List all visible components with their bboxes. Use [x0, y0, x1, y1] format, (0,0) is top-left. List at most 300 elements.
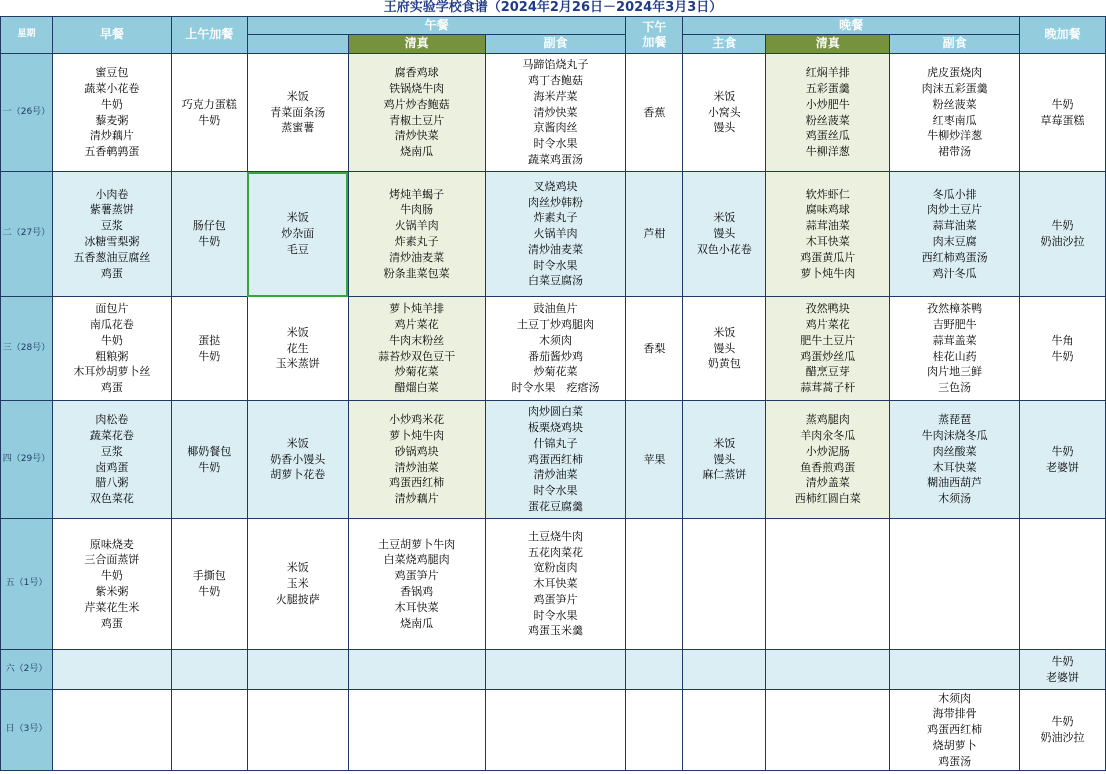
- menu-item: 鸡汁冬瓜: [932, 266, 977, 280]
- menu-item: 蒸琵琶: [938, 413, 972, 427]
- menu-item: 肉沫五彩蛋羹: [921, 81, 988, 95]
- menu-item: 木耳快菜: [394, 600, 439, 614]
- menu-item: 肉松卷: [95, 413, 129, 427]
- morning-snack-cell: [171, 690, 247, 771]
- breakfast-cell: [52, 690, 171, 771]
- day-cell: 二（27号）: [1, 172, 53, 297]
- menu-item: 牛奶: [198, 349, 221, 363]
- menu-item: 米饭: [286, 211, 309, 225]
- menu-item: 蒸鸡腿肉: [805, 413, 850, 427]
- menu-item: 玉米蒸饼: [275, 357, 320, 371]
- menu-item: 苹果: [643, 452, 666, 466]
- menu-item: 清炒油菜: [394, 460, 439, 474]
- afternoon-snack-cell: [626, 401, 683, 519]
- menu-item: 软炸虾仁: [805, 187, 850, 201]
- menu-item: 萝卜炖牛肉: [800, 266, 856, 280]
- menu-item: 肉丝酸菜: [932, 444, 977, 458]
- menu-item: 蒜茸盖菜: [932, 333, 977, 347]
- menu-item: 羊肉氽冬瓜: [800, 428, 856, 442]
- menu-item: 双色菜花: [89, 492, 134, 506]
- menu-item: 鸡蛋汤: [938, 754, 972, 768]
- menu-item: 什锦丸子: [533, 436, 578, 450]
- menu-item: 粉条韭菜包菜: [383, 266, 450, 280]
- breakfast-cell: [52, 54, 171, 172]
- menu-item: 鸡蛋黄瓜片: [800, 250, 856, 264]
- menu-item: 萝卜炖羊排: [389, 302, 445, 316]
- menu-item: 芦柑: [643, 227, 666, 241]
- menu-item: 土豆烧牛肉: [527, 529, 583, 543]
- menu-item: 火锅羊肉: [533, 227, 578, 241]
- menu-item: 牛奶: [1051, 715, 1074, 729]
- menu-item: 火腿披萨: [275, 592, 320, 606]
- menu-row: [1, 650, 1106, 690]
- menu-item: 三色汤: [938, 381, 972, 395]
- menu-item: 老婆饼: [1046, 670, 1079, 684]
- menu-item: 香蕉: [643, 105, 666, 119]
- menu-item: 紫薯蒸饼: [89, 203, 134, 217]
- menu-item: 鱼香煎鸡蛋: [800, 460, 856, 474]
- menu-item: 肉片地三鲜: [927, 365, 983, 379]
- lunch-side-cell: [485, 690, 626, 771]
- menu-item: 清炒藕片: [89, 129, 134, 143]
- dinner-halal-cell: [766, 297, 890, 401]
- menu-item: 鸡蛋西红柿: [389, 476, 445, 490]
- dinner-staple-cell: [683, 54, 766, 172]
- menu-item: 米饭: [286, 325, 309, 339]
- menu-item: 西柿红圆白菜: [794, 492, 861, 506]
- menu-item: 蜜豆包: [95, 66, 129, 80]
- menu-item: 时令水果: [533, 258, 578, 272]
- menu-item: 虎皮蛋烧肉: [927, 66, 983, 80]
- menu-item: 蛋花豆腐羹: [527, 499, 583, 513]
- menu-item: 豆浆: [100, 219, 123, 233]
- afternoon-snack-cell: [626, 297, 683, 401]
- header-lunch-halal: 清真: [348, 35, 485, 54]
- menu-item: 蔬菜花卷: [89, 428, 134, 442]
- menu-item: 米饭: [713, 436, 736, 450]
- menu-item: 馒头: [713, 452, 736, 466]
- afternoon-snack-cell: [626, 54, 683, 172]
- dinner-staple-cell: [683, 650, 766, 690]
- menu-item: 鸡片菜花: [394, 317, 439, 331]
- menu-item: 吉野肥牛: [932, 317, 977, 331]
- dinner-halal-cell: [766, 401, 890, 519]
- header-afternoon-snack: [626, 17, 683, 54]
- menu-item: 牛奶: [1051, 219, 1074, 233]
- menu-item: 烤炖羊蝎子: [389, 187, 445, 201]
- day-cell: 日（3号）: [1, 690, 53, 771]
- menu-item: 木耳快菜: [932, 460, 977, 474]
- breakfast-cell: [52, 401, 171, 519]
- menu-item: 木须汤: [938, 492, 972, 506]
- menu-item: 南瓜花卷: [89, 317, 134, 331]
- menu-item: 时令水果: [533, 137, 578, 151]
- breakfast-cell: [52, 297, 171, 401]
- menu-item: 草莓蛋糕: [1040, 113, 1085, 127]
- menu-item: 米饭: [286, 561, 309, 575]
- menu-item: 时令水果: [533, 608, 578, 622]
- menu-item: 肉丝炒韩粉: [527, 195, 583, 209]
- menu-item: 京酱肉丝: [533, 121, 578, 135]
- menu-item: 宽粉卤肉: [533, 561, 578, 575]
- menu-item: 巧克力蛋糕: [181, 97, 237, 111]
- menu-item: 火锅羊肉: [394, 219, 439, 233]
- afternoon-snack-cell: [626, 519, 683, 650]
- morning-snack-cell: [171, 519, 247, 650]
- menu-item: 牛奶: [198, 113, 221, 127]
- lunch-halal-cell: [348, 690, 485, 771]
- menu-item: 清炒快菜: [394, 129, 439, 143]
- menu-item: 紫米粥: [95, 585, 129, 598]
- menu-item: 粉丝菠菜: [805, 113, 850, 127]
- menu-item: 炸素丸子: [394, 235, 439, 248]
- header-dinner-halal: 清真: [766, 35, 890, 54]
- menu-item: 鸡蛋炒丝瓜: [800, 349, 856, 363]
- dinner-halal-cell: [766, 690, 890, 771]
- menu-item: 桂花山药: [932, 349, 977, 363]
- night-snack-cell: [1020, 690, 1106, 771]
- menu-item: 鸡蛋西红柿: [527, 452, 583, 466]
- menu-item: 腊八粥: [95, 476, 129, 490]
- menu-item: 卤鸡蛋: [95, 460, 129, 474]
- menu-item: 米饭: [286, 89, 309, 103]
- menu-item: 腐香鸡球: [394, 66, 439, 80]
- menu-item: 原味烧麦: [89, 537, 134, 551]
- menu-item: 双色小花卷: [696, 242, 752, 256]
- dinner-side-cell: [890, 297, 1020, 401]
- menu-item: 麻仁蒸饼: [702, 468, 747, 482]
- morning-snack-cell: [171, 54, 247, 172]
- menu-item: 烧南瓜: [400, 616, 434, 630]
- dinner-staple-cell: [683, 401, 766, 519]
- menu-item: 五香鹌鹑蛋: [84, 145, 140, 159]
- header-lunch: 午餐: [247, 17, 626, 35]
- menu-item: 粉丝菠菜: [932, 97, 977, 111]
- afternoon-snack-cell: [626, 690, 683, 771]
- menu-item: 豉油鱼片: [533, 302, 578, 316]
- dinner-side-cell: [890, 54, 1020, 172]
- lunch-side-cell: [485, 519, 626, 650]
- menu-item: 五彩蛋羹: [805, 81, 850, 95]
- menu-item: 小窝头: [707, 105, 741, 119]
- dinner-staple-cell: [683, 519, 766, 650]
- menu-item: 小肉卷: [95, 187, 129, 201]
- menu-item: 奶油沙拉: [1040, 235, 1085, 248]
- menu-item: 裙带汤: [938, 145, 972, 159]
- morning-snack-cell: [171, 172, 247, 297]
- dinner-halal-cell: [766, 519, 890, 650]
- lunch-halal-cell: [348, 401, 485, 519]
- header-dinner-side: 副食: [890, 35, 1020, 54]
- menu-item: 牛奶: [1051, 654, 1074, 668]
- menu-item: 炒菊花菜: [533, 365, 578, 379]
- menu-item: 土豆丁炒鸡腿肉: [516, 317, 594, 331]
- menu-item: 牛柳炒洋葱: [927, 129, 983, 143]
- lunch-halal-cell: [348, 519, 485, 650]
- lunch-side-cell: [485, 401, 626, 519]
- menu-item: 土豆胡萝卜牛肉: [378, 537, 456, 551]
- menu-item: 冬瓜小排: [932, 187, 977, 201]
- menu-item: 牛肉末粉丝: [389, 333, 445, 347]
- menu-item: 青椒土豆片: [389, 113, 445, 127]
- menu-item: 萝卜炖牛肉: [389, 428, 445, 442]
- menu-item: 豆浆: [100, 444, 123, 458]
- day-cell: 六（2号）: [1, 650, 53, 690]
- menu-item: 藜麦粥: [95, 113, 129, 127]
- menu-item: 小炒泥肠: [805, 444, 850, 458]
- lunch-side-cell: [485, 172, 626, 297]
- menu-item: 木耳炒胡萝卜丝: [73, 365, 151, 379]
- menu-item: 鸡蛋笋片: [394, 569, 439, 583]
- menu-row: [1, 297, 1106, 401]
- menu-item: 木耳快菜: [533, 577, 578, 591]
- menu-item: 炸素丸子: [533, 211, 578, 225]
- menu-item: 蒜苔炒双色豆干: [378, 349, 456, 363]
- menu-item: 手撕包: [192, 569, 226, 583]
- dinner-side-cell: [890, 172, 1020, 297]
- menu-item: 粗粮粥: [95, 349, 129, 363]
- menu-item: 海带排骨: [932, 707, 977, 721]
- menu-item: 蒸蜜薯: [281, 121, 315, 135]
- menu-row: [1, 690, 1106, 771]
- dinner-halal-cell: [766, 54, 890, 172]
- lunch-side-cell: [485, 297, 626, 401]
- menu-item: 牛肉沫烧冬瓜: [921, 428, 988, 442]
- morning-snack-cell: [171, 401, 247, 519]
- lunch-halal-cell: [348, 650, 485, 690]
- header-lunch-side: 副食: [485, 35, 626, 54]
- lunch-staple-cell: [247, 650, 348, 690]
- menu-item: 炒菊花菜: [394, 365, 439, 379]
- menu-item: 鸡蛋: [100, 381, 123, 395]
- menu-item: 奶香小馒头: [270, 452, 326, 466]
- menu-item: 白菜豆腐汤: [527, 274, 583, 288]
- menu-item: 清炒油麦菜: [527, 242, 583, 256]
- lunch-halal-cell: [348, 297, 485, 401]
- menu-item: 馒头: [713, 227, 736, 241]
- menu-item: 海米芹菜: [533, 89, 578, 103]
- menu-item: 奶黄包: [707, 357, 741, 371]
- menu-item: 肉炒土豆片: [927, 203, 983, 217]
- menu-item: 马蹄馅烧丸子: [522, 58, 589, 72]
- menu-item: 板栗烧鸡块: [527, 421, 583, 434]
- menu-item: 老婆饼: [1046, 460, 1079, 474]
- menu-item: 肠仔包: [192, 219, 226, 233]
- lunch-staple-cell: [247, 54, 348, 172]
- menu-item: 小炒肥牛: [805, 97, 850, 111]
- menu-item: 牛肉肠: [400, 203, 434, 217]
- menu-item: 鸡蛋: [100, 616, 123, 630]
- menu-item: 清炒油菜: [533, 468, 578, 482]
- menu-item: 香梨: [643, 341, 666, 355]
- menu-item: 蒜茸油菜: [805, 219, 850, 233]
- lunch-staple-cell: [247, 690, 348, 771]
- menu-item: 鸡蛋西红柿: [927, 723, 983, 737]
- menu-row: [1, 172, 1106, 297]
- dinner-side-cell: [890, 519, 1020, 650]
- menu-item: 番茄酱炒鸡: [527, 349, 583, 363]
- menu-item: 牛角: [1051, 333, 1074, 347]
- menu-item: 蛋挞: [198, 333, 221, 347]
- menu-item: 米饭: [713, 325, 736, 339]
- menu-row: [1, 401, 1106, 519]
- menu-item: 牛柳洋葱: [805, 145, 850, 159]
- menu-item: 红焖羊排: [805, 66, 850, 80]
- menu-item: 醋烹豆芽: [805, 365, 850, 379]
- menu-item: 烧胡萝卜: [932, 738, 977, 752]
- menu-item: 时令水果 疙瘩汤: [511, 381, 600, 395]
- breakfast-cell: [52, 650, 171, 690]
- lunch-staple-cell: [247, 297, 348, 401]
- menu-item: 砂锅鸡块: [394, 444, 439, 458]
- header-breakfast: 早餐: [52, 17, 171, 54]
- lunch-halal-cell: [348, 54, 485, 172]
- night-snack-cell: [1020, 297, 1106, 401]
- night-snack-cell: [1020, 650, 1106, 690]
- menu-item: 鸡片炒杏鲍菇: [383, 97, 450, 111]
- menu-item: 牛奶: [100, 97, 123, 111]
- menu-item: 牛奶: [100, 569, 123, 583]
- menu-item: 鸡蛋: [100, 266, 123, 280]
- afternoon-snack-cell: [626, 172, 683, 297]
- menu-item: 花生: [286, 341, 309, 355]
- night-snack-cell: [1020, 54, 1106, 172]
- night-snack-cell: [1020, 401, 1106, 519]
- menu-item: 牛奶: [1051, 444, 1074, 458]
- breakfast-cell: [52, 172, 171, 297]
- breakfast-cell: [52, 519, 171, 650]
- menu-item: 牛奶: [1051, 349, 1074, 363]
- menu-item: 芹菜花生米: [84, 600, 140, 614]
- menu-item: 胡萝卜花卷: [270, 468, 326, 482]
- menu-item: 蔬菜鸡蛋汤: [527, 152, 583, 166]
- menu-item: 小炒鸡米花: [389, 413, 445, 427]
- morning-snack-cell: [171, 297, 247, 401]
- menu-item: 奶油沙拉: [1040, 731, 1085, 744]
- menu-item: 炒杂面: [281, 227, 315, 241]
- dinner-side-cell: [890, 650, 1020, 690]
- menu-item: 玉米: [286, 577, 309, 591]
- dinner-side-cell: [890, 690, 1020, 771]
- dinner-halal-cell: [766, 650, 890, 690]
- menu-item: 叉烧鸡块: [533, 179, 578, 193]
- menu-item: 糊油西葫芦: [927, 476, 983, 490]
- menu-item: 醋熘白菜: [394, 381, 439, 395]
- morning-snack-cell: [171, 650, 247, 690]
- menu-item: 鸡丁杏鲍菇: [527, 74, 583, 87]
- afternoon-snack-cell: [626, 650, 683, 690]
- menu-item: 牛奶: [1051, 97, 1074, 111]
- menu-item: 三合面蒸饼: [84, 553, 140, 567]
- menu-item: 五香葱油豆腐丝: [73, 250, 151, 264]
- menu-item: 木耳快菜: [805, 235, 850, 248]
- menu-row: [1, 54, 1106, 172]
- menu-table: [0, 16, 1106, 771]
- menu-item: 馒头: [713, 121, 736, 135]
- menu-item: 清炒快菜: [533, 105, 578, 119]
- menu-item: 鸡蛋玉米羹: [527, 624, 583, 638]
- menu-item: 牛奶: [198, 235, 221, 248]
- menu-item: 米饭: [713, 211, 736, 225]
- menu-body: [1, 54, 1106, 771]
- menu-item: 牛奶: [198, 460, 221, 474]
- menu-item: 米饭: [286, 436, 309, 450]
- dinner-staple-cell: [683, 172, 766, 297]
- menu-item: 蔬菜小花卷: [84, 81, 140, 95]
- menu-item: 蒜茸油菜: [932, 219, 977, 233]
- night-snack-cell: [1020, 519, 1106, 650]
- lunch-side-cell: [485, 650, 626, 690]
- menu-item: 米饭: [713, 89, 736, 103]
- menu-item: 腐味鸡球: [805, 203, 850, 217]
- dinner-halal-cell: [766, 172, 890, 297]
- day-cell: 四（29号）: [1, 401, 53, 519]
- menu-item: 鸡蛋丝瓜: [805, 129, 850, 143]
- dinner-staple-cell: [683, 690, 766, 771]
- menu-item: 孜然樟茶鸭: [927, 302, 983, 316]
- header-afternoon-snack-label: 下午加餐: [642, 20, 667, 49]
- menu-item: 烧南瓜: [400, 145, 434, 159]
- dinner-staple-cell: [683, 297, 766, 401]
- menu-item: 椰奶餐包: [187, 444, 232, 458]
- lunch-staple-cell: [247, 519, 348, 650]
- header-night-snack: 晚加餐: [1020, 17, 1106, 54]
- day-cell: 一（26号）: [1, 54, 53, 172]
- menu-item: 冰糖雪梨粥: [84, 235, 140, 248]
- header-dinner: 晚餐: [683, 17, 1020, 35]
- dinner-side-cell: [890, 401, 1020, 519]
- header-dinner-staple: 主食: [683, 35, 766, 54]
- menu-item: 五花肉菜花: [527, 545, 583, 559]
- lunch-staple-cell: [247, 401, 348, 519]
- lunch-halal-cell: [348, 172, 485, 297]
- menu-item: 青菜面条汤: [270, 105, 326, 119]
- menu-item: 牛奶: [100, 333, 123, 347]
- day-cell: 三（28号）: [1, 297, 53, 401]
- menu-item: 毛豆: [286, 242, 309, 256]
- menu-item: 孜然鸭块: [805, 302, 850, 316]
- menu-item: 清炒盖菜: [805, 476, 850, 490]
- lunch-side-cell: [485, 54, 626, 172]
- day-cell: 五（1号）: [1, 519, 53, 650]
- menu-item: 红枣南瓜: [932, 113, 977, 127]
- menu-item: 白菜烧鸡腿肉: [383, 553, 450, 567]
- menu-item: 面包片: [95, 302, 129, 316]
- menu-item: 时令水果: [533, 484, 578, 498]
- night-snack-cell: [1020, 172, 1106, 297]
- header-day: 星期: [1, 17, 53, 54]
- lunch-staple-cell: [247, 172, 348, 297]
- menu-item: 肥牛土豆片: [800, 333, 856, 347]
- menu-item: 肉末豆腐: [932, 235, 977, 248]
- menu-item: 蒜茸蒿子杆: [800, 381, 856, 395]
- page-title: 王府实验学校食谱（2024年2月26日－2024年3月3日）: [383, 0, 723, 15]
- menu-item: 木须肉: [938, 691, 972, 705]
- header-lunch-staple: [247, 35, 348, 54]
- menu-item: 清炒油麦菜: [389, 250, 445, 264]
- menu-item: 牛奶: [198, 585, 221, 598]
- menu-item: 木须肉: [538, 333, 572, 347]
- menu-item: 鸡蛋笋片: [533, 592, 578, 606]
- menu-item: 西红柿鸡蛋汤: [921, 250, 988, 264]
- menu-item: 清炒藕片: [394, 492, 439, 506]
- menu-item: 香锅鸡: [400, 585, 434, 598]
- menu-row: [1, 519, 1106, 650]
- menu-item: 馒头: [713, 341, 736, 355]
- header-morning-snack: 上午加餐: [171, 17, 247, 54]
- menu-item: 鸡片菜花: [805, 317, 850, 331]
- menu-item: 铁锅烧牛肉: [389, 81, 445, 95]
